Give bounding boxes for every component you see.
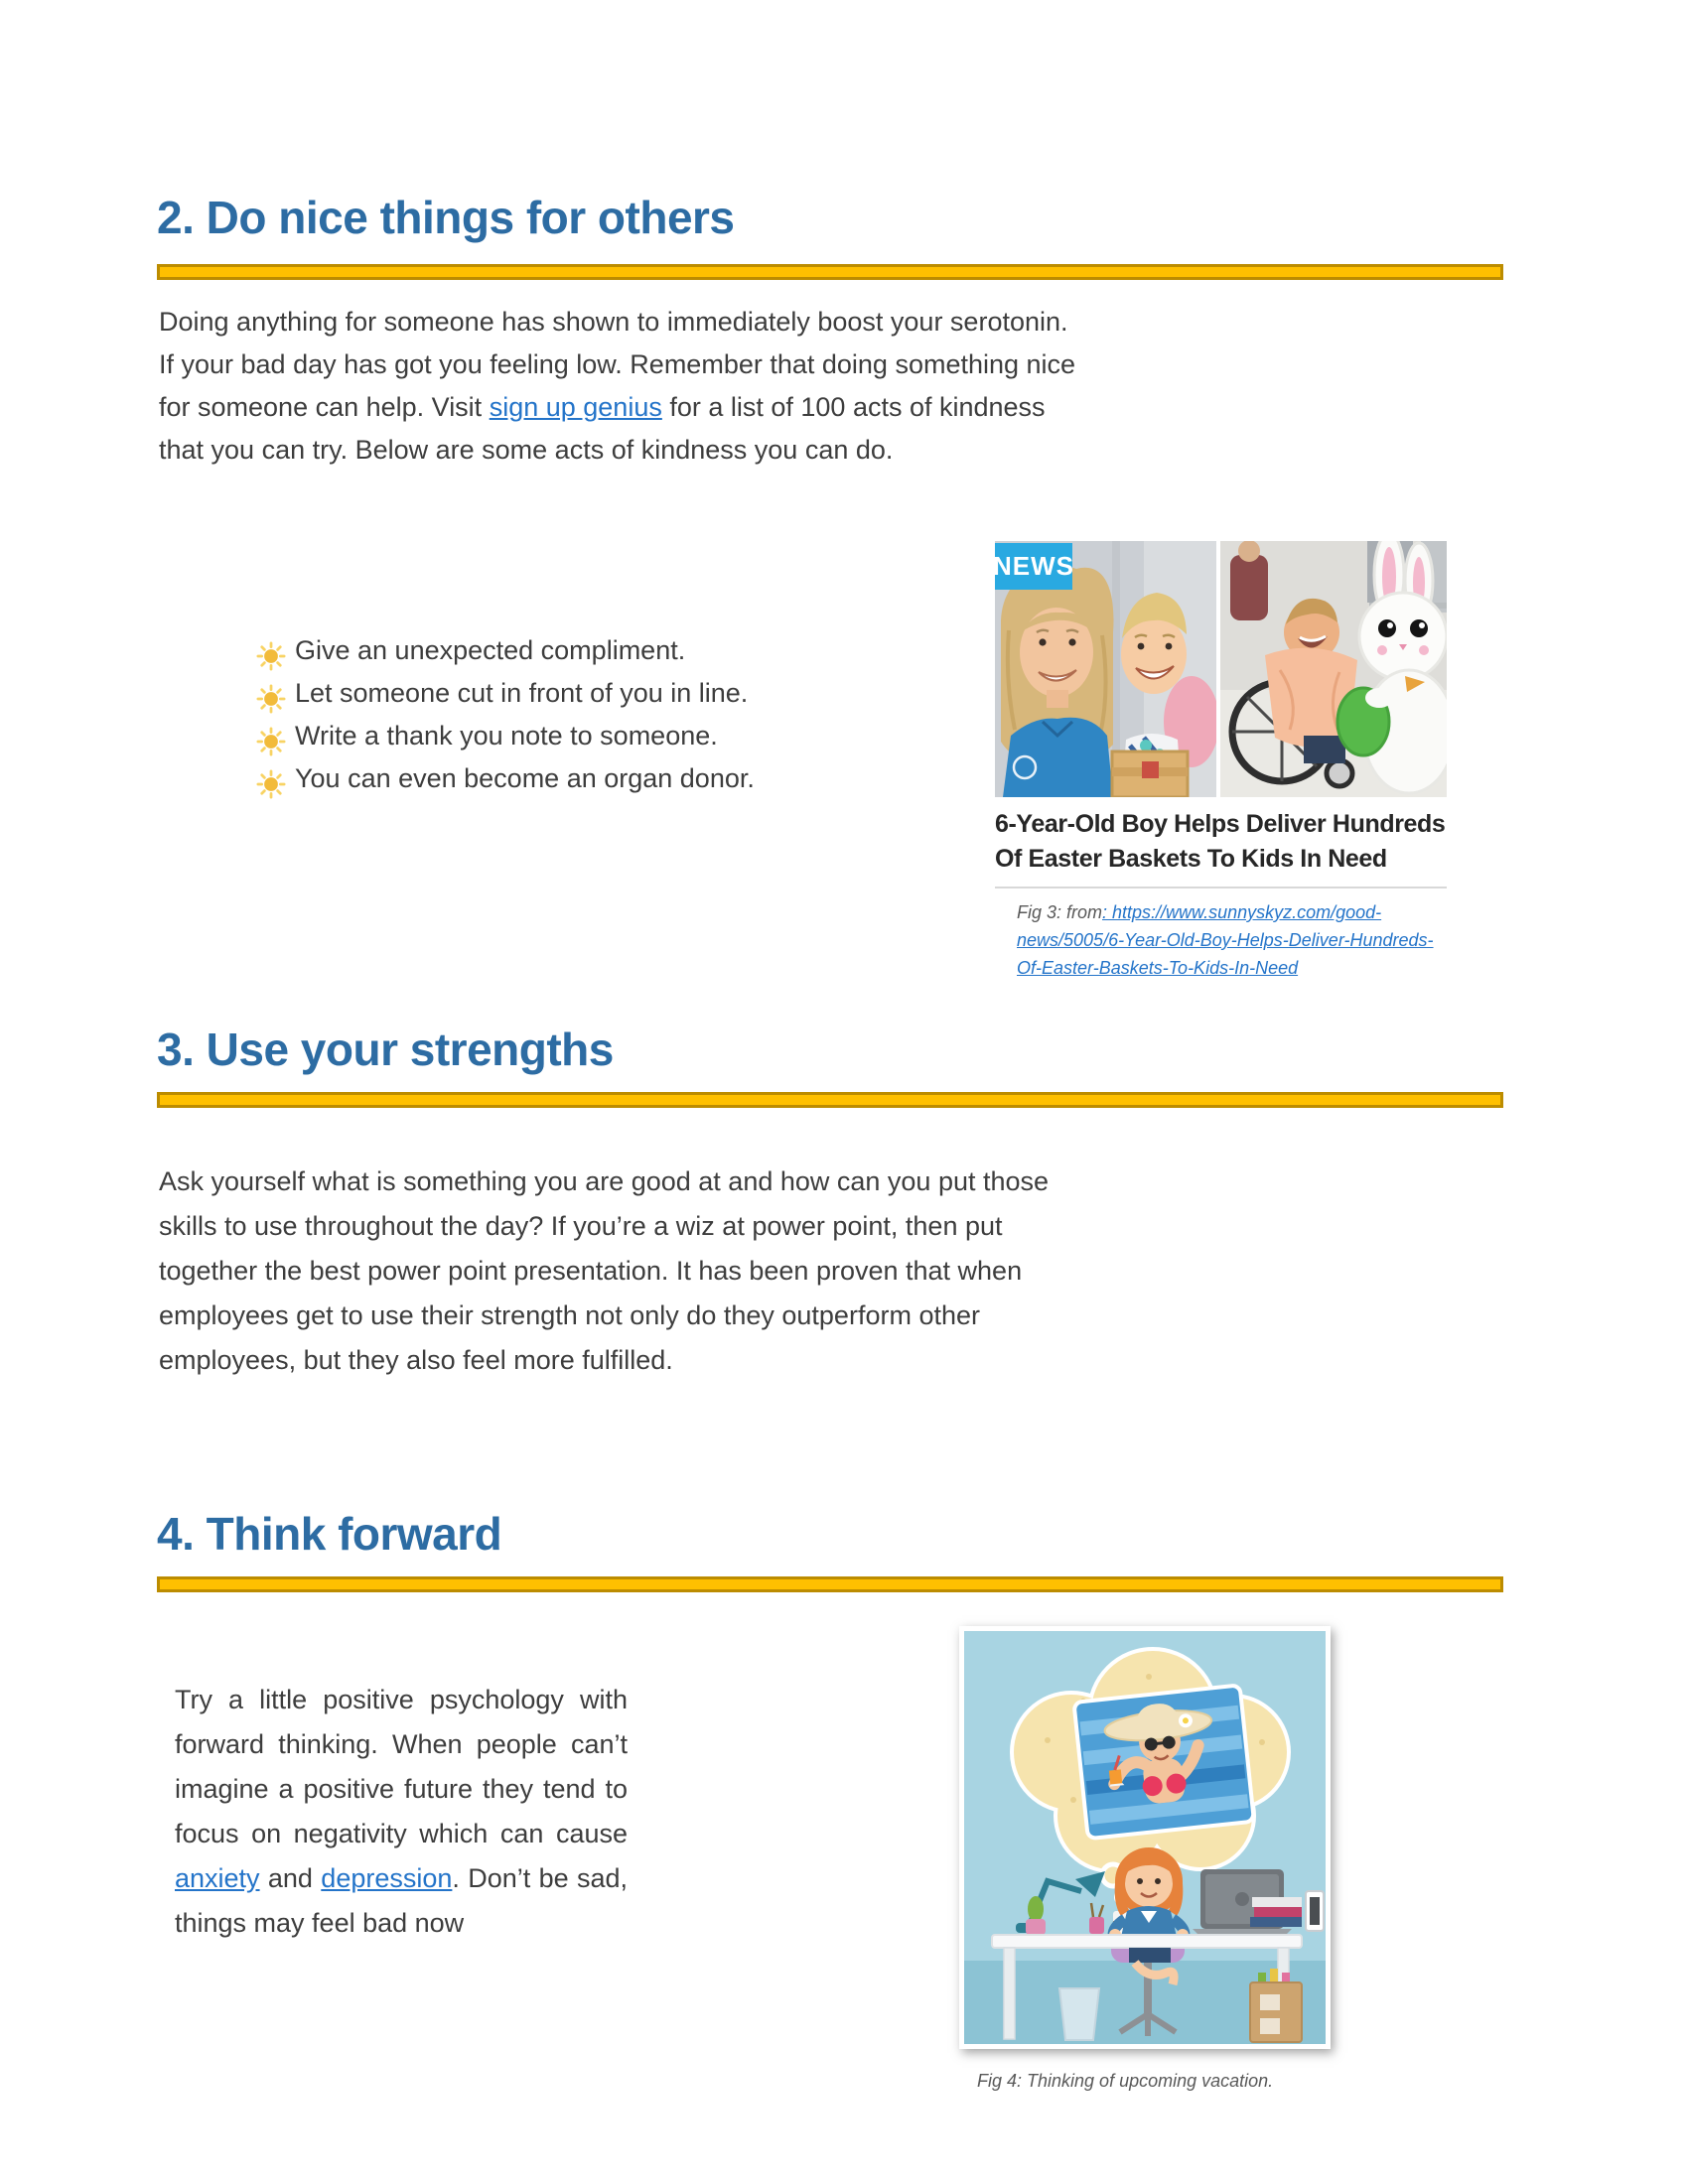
section-4-gold-rule bbox=[157, 1576, 1503, 1592]
section-3-gold-rule bbox=[157, 1092, 1503, 1108]
sun-bullet-icon bbox=[256, 769, 286, 799]
section-2-paragraph-text-2: for a list of 100 acts of kindness that you can try. Below are some acts of kindness you can do. bbox=[159, 392, 1046, 465]
figure-4-caption: Fig 4: Thinking of upcoming vacation. bbox=[977, 2071, 1274, 2091]
news-photos bbox=[995, 541, 1447, 797]
sign-up-genius-link[interactable]: sign up genius bbox=[489, 392, 662, 422]
section-2-heading: 2. Do nice things for others bbox=[157, 192, 735, 243]
list-item bbox=[256, 721, 755, 763]
section-2-gold-rule bbox=[157, 264, 1503, 280]
figure-3-caption-link[interactable]: : https://www.sunnyskyz.com/good-news/5005/6-Year-Old-Boy-Helps-Deliver-Hundreds-Of-Easter-Baskets-To-Kids-In-Need bbox=[1017, 902, 1434, 978]
section-4-paragraph-text-2: and bbox=[259, 1863, 322, 1893]
bullet-text: Let someone cut in front of you in line. bbox=[295, 678, 749, 708]
news-headline bbox=[995, 807, 1447, 877]
news-figure bbox=[995, 541, 1447, 982]
list-item bbox=[256, 678, 755, 721]
sun-bullet-icon bbox=[256, 641, 286, 671]
section-4-paragraph-text: Try a little positive psychology with forward thinking. When people can’t imagine a positive future they tend to focus on negativity which can cause bbox=[175, 1685, 628, 1848]
vacation-figure bbox=[959, 1626, 1331, 2049]
section-3-heading: 3. Use your strengths bbox=[157, 1024, 614, 1075]
anxiety-link[interactable]: anxiety bbox=[175, 1863, 260, 1893]
list-item bbox=[256, 763, 755, 806]
figure-3-caption-prefix: Fig 3: from bbox=[1017, 902, 1103, 922]
news-divider bbox=[995, 887, 1447, 888]
vacation-illustration bbox=[964, 1631, 1326, 2044]
news-badge: NEWS bbox=[995, 543, 1072, 590]
depression-link[interactable]: depression bbox=[321, 1863, 453, 1893]
kindness-bullet-list bbox=[256, 635, 755, 806]
bullet-text: Write a thank you note to someone. bbox=[295, 721, 718, 751]
sun-bullet-icon bbox=[256, 684, 286, 714]
list-item bbox=[256, 635, 755, 678]
section-4-heading: 4. Think forward bbox=[157, 1508, 502, 1560]
news-headline-line1: 6-Year-Old Boy Helps Deliver Hundreds bbox=[995, 810, 1446, 838]
bullet-text: Give an unexpected compliment. bbox=[295, 635, 686, 665]
section-2-paragraph-text: Doing anything for someone has shown to immediately boost your serotonin. If your bad day has got you feeling low. Remember that doing something nice for someone can help. Visit bbox=[159, 307, 1076, 422]
figure-3-caption bbox=[1017, 898, 1442, 982]
section-2-paragraph bbox=[159, 301, 1082, 472]
sun-bullet-icon bbox=[256, 727, 286, 756]
section-4-paragraph-text-3: . Don’t be sad, things may feel bad now bbox=[175, 1863, 628, 1938]
section-3-paragraph: Ask yourself what is something you are good at and how can you put those skills to use throughout the day? If you’re a wiz at power point, then put together the best power point presentation. It has been proven that when employees get to use their strength not only do they outperform other employees, but they also feel more fulfilled. bbox=[159, 1166, 1050, 1375]
news-photo-right bbox=[1220, 541, 1447, 797]
section-4-paragraph bbox=[175, 1678, 628, 1946]
bullet-text: You can even become an organ donor. bbox=[295, 763, 755, 793]
news-headline-line2: Of Easter Baskets To Kids In Need bbox=[995, 845, 1387, 873]
